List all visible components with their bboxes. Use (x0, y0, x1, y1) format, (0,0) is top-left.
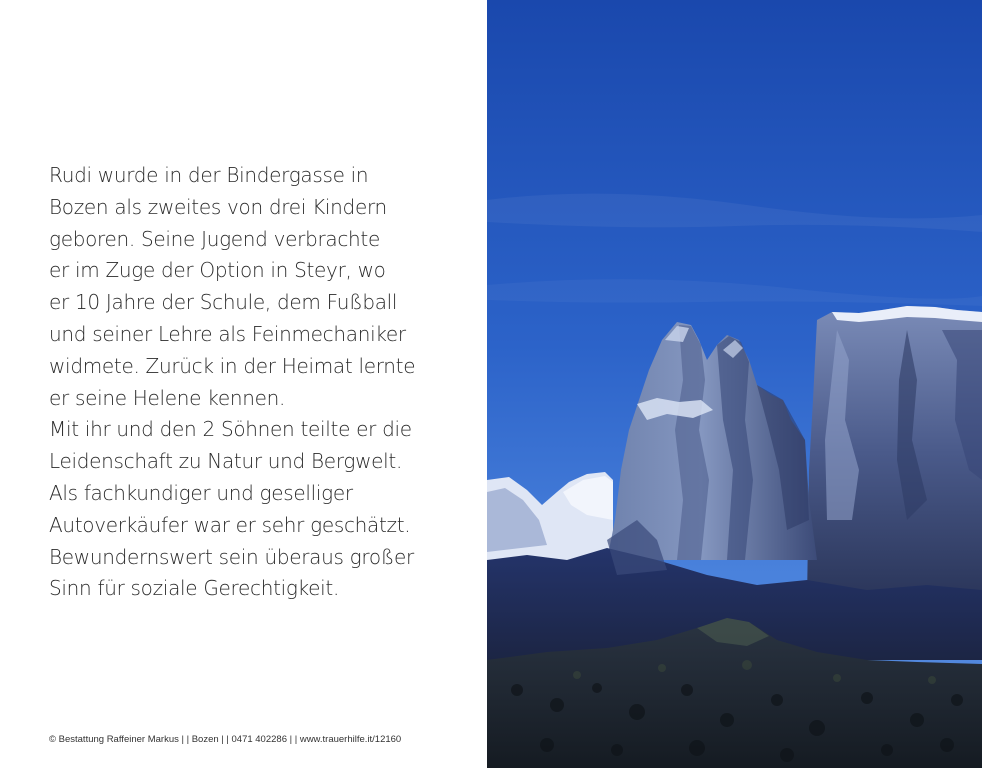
biography-line: Als fachkundiger und geselliger (49, 480, 353, 505)
biography-line: geboren. Seine Jugend verbrachte (49, 226, 380, 251)
biography-line: und seiner Lehre als Feinmechaniker (49, 321, 406, 346)
biography-line: Bewundernswert sein überaus großer (49, 544, 414, 569)
biography-line: er im Zuge der Option in Steyr, wo (49, 258, 386, 283)
biography-line: Autoverkäufer war er sehr geschätzt. (49, 512, 411, 537)
text-panel (0, 0, 487, 768)
biography-line: er seine Helene kennen. (49, 385, 286, 410)
biography-line: Bozen als zweites von drei Kindern (49, 194, 387, 219)
biography-line: widmete. Zurück in der Heimat lernte (49, 353, 416, 378)
mountain-photo (487, 0, 982, 768)
biography-line: Leidenschaft zu Natur und Bergwelt. (49, 449, 403, 474)
biography-line: Mit ihr und den 2 Söhnen teilte er die (49, 417, 412, 442)
mountain-photo-image (487, 0, 982, 768)
biography-text (49, 160, 469, 605)
footer-credit: © Bestattung Raffeiner Markus | | Bozen | | 0471 402286 | | www.trauerhilfe.it/12160 (49, 734, 402, 745)
biography-line: Sinn für soziale Gerechtigkeit. (49, 576, 340, 601)
biography-line: er 10 Jahre der Schule, dem Fußball (49, 290, 398, 315)
biography-line: Rudi wurde in der Bindergasse in (49, 163, 369, 187)
